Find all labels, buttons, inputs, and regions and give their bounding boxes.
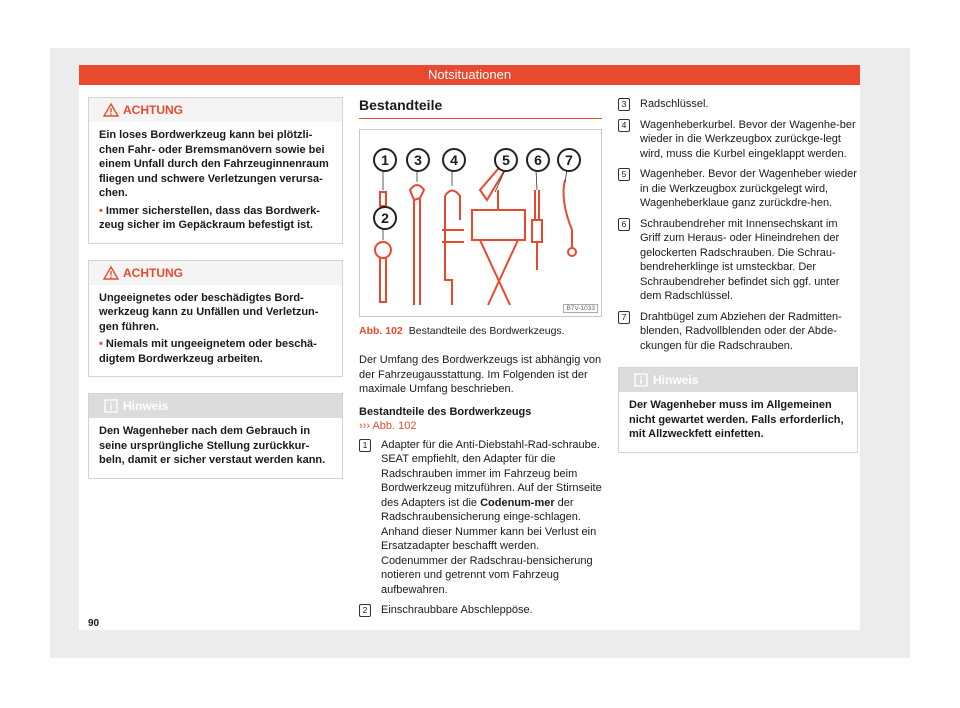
warning-bullet-text: Niemals mit ungeeignetem oder beschä-digtem Bordwerkzeug arbeiten. — [99, 338, 317, 365]
parts-subheading — [359, 405, 602, 434]
warning-bullet — [99, 204, 332, 233]
warning-box-header — [89, 98, 342, 122]
list-item — [359, 438, 602, 598]
item-text: Wagenheberkurbel. Bevor der Wagenhe-ber wieder in die Werkzeugbox zurückge-legt wird, muss die Kurbel eingeklappt werden. — [640, 118, 856, 160]
list-item — [618, 118, 858, 162]
item-text: Wagenheber. Bevor der Wagenheber wieder in die Werkzeugbox zurückgelegt wird, Wagenheberklaue ganz zurückdre-hen. — [640, 168, 857, 209]
info-icon — [633, 372, 649, 388]
item-number-badge: 7 — [618, 311, 630, 324]
item-text: Einschraubbare Abschleppöse. — [381, 604, 533, 616]
note-box-header — [89, 394, 342, 418]
warning-body — [89, 122, 342, 243]
note-title: Hinweis — [123, 399, 169, 413]
warning-title: ACHTUNG — [123, 265, 183, 280]
callout-7: 7 — [557, 148, 581, 172]
section-header: Notsituationen — [79, 65, 860, 85]
intro-paragraph — [359, 353, 602, 434]
list-item — [359, 603, 602, 618]
warning-box-header — [89, 261, 342, 285]
warning-box-2 — [88, 260, 343, 378]
callout-5: 5 — [494, 148, 518, 172]
item-text-continued: der Radschraubensicherung einge-schlagen. Anhand dieser Nummer kann bei Verlust ein Ersatzadapter beschafft werden. Codenummer der Radschrau-bensicherung notieren und getrennt vom Fahrzeug aufbewahren. — [381, 496, 597, 596]
bullet-icon: • — [99, 338, 106, 350]
callout-2: 2 — [373, 206, 397, 230]
section-title: Bestandteile — [359, 97, 602, 119]
bullet-icon: • — [99, 204, 106, 217]
intro-text: Der Umfang des Bordwerkzeugs ist abhängig von der Fahrzeugausstattung. Im Folgenden ist der maximale Umfang beschrieben. — [359, 354, 602, 395]
callout-1: 1 — [373, 148, 397, 172]
list-item — [618, 97, 858, 112]
note-box — [88, 393, 343, 479]
list-item — [618, 217, 858, 304]
parts-list-continued — [618, 97, 858, 353]
tool-figure — [359, 129, 602, 317]
figure-link[interactable]: Abb. 102 — [372, 420, 417, 432]
ref-prefix: ››› — [359, 420, 370, 432]
warning-text: Ungeeignetes oder beschädigtes Bord-werkzeug kann zu Unfällen und Verletzun-gen führen. — [99, 291, 319, 333]
figure-code: B7V-1033 — [563, 304, 598, 313]
warning-bullet — [99, 337, 332, 366]
item-text: Drahtbügel zum Abziehen der Radmitten-blenden, Radvollblenden oder der Abde-ckungen für die Radschrauben. — [640, 310, 842, 352]
item-number-badge: 4 — [618, 119, 630, 132]
warning-box-1 — [88, 97, 343, 244]
caption-label: Abb. 102 — [359, 325, 403, 337]
warning-text: Ein loses Bordwerkzeug kann bei plötzli-chen Fahr- oder Bremsmanövern sowie bei einem Unfall durch den Fahrzeuginnenraum fliegen und schwere Verletzungen verursa-chen. — [99, 129, 329, 199]
right-column — [618, 97, 858, 467]
item-number-badge: 3 — [618, 98, 630, 111]
item-text: Adapter für die Anti-Diebstahl-Rad-schraube. SEAT empfiehlt, den Adapter für die Radschrauben immer im Fahrzeug beim Bordwerkzeug mitzuführen. Auf der Stirnseite des Adapters ist die — [381, 438, 602, 509]
warning-bullet-text: Immer sicherstellen, dass das Bordwerk-zeug sicher im Gepäckraum befestigt ist. — [99, 204, 320, 231]
page-number: 90 — [88, 618, 100, 629]
item-number-badge: 1 — [359, 439, 371, 452]
caption-text: Bestandteile des Bordwerkzeugs. — [408, 325, 565, 337]
item-text: Radschlüssel. — [640, 98, 709, 110]
callout-6: 6 — [526, 148, 550, 172]
note-text: Der Wagenheber muss im Allgemeinen nicht gewartet werden. Falls erforderlich, mit Allzweckfett einfetten. — [629, 399, 844, 440]
list-item — [618, 310, 858, 354]
subheading-text: Bestandteile des Bordwerkzeugs — [359, 405, 532, 418]
note-box — [618, 367, 858, 453]
left-column — [88, 97, 343, 493]
parts-list — [359, 438, 602, 618]
callout-4: 4 — [442, 148, 466, 172]
info-icon — [103, 398, 119, 414]
note-title: Hinweis — [653, 373, 699, 387]
note-body — [619, 392, 857, 452]
warning-title: ACHTUNG — [123, 103, 183, 117]
middle-column — [359, 97, 602, 624]
note-box-header — [619, 368, 857, 392]
item-number-badge: 5 — [618, 168, 630, 181]
warning-triangle-icon — [103, 265, 119, 281]
item-bold-text: Codenum-mer — [480, 496, 555, 509]
note-text: Den Wagenheber nach dem Gebrauch in seine ursprüngliche Stellung zurückkur-beln, damit er sicher verstaut werden kann. — [99, 425, 326, 466]
warning-triangle-icon — [103, 102, 119, 118]
item-number-badge: 6 — [618, 218, 630, 231]
callout-3: 3 — [406, 148, 430, 172]
figure-caption — [359, 325, 602, 337]
note-body — [89, 418, 342, 478]
warning-body — [89, 285, 342, 377]
list-item — [618, 167, 858, 211]
item-text: Schraubendreher mit Innensechskant im Griff zum Heraus- oder Hineindrehen der gelockerten Radschrauben. Die Schrau-bendreherklinge ist umsteckbar. Der Schraubendreher befindet sich ggf. unter dem Radschlüssel. — [640, 217, 840, 302]
item-number-badge: 2 — [359, 604, 371, 617]
